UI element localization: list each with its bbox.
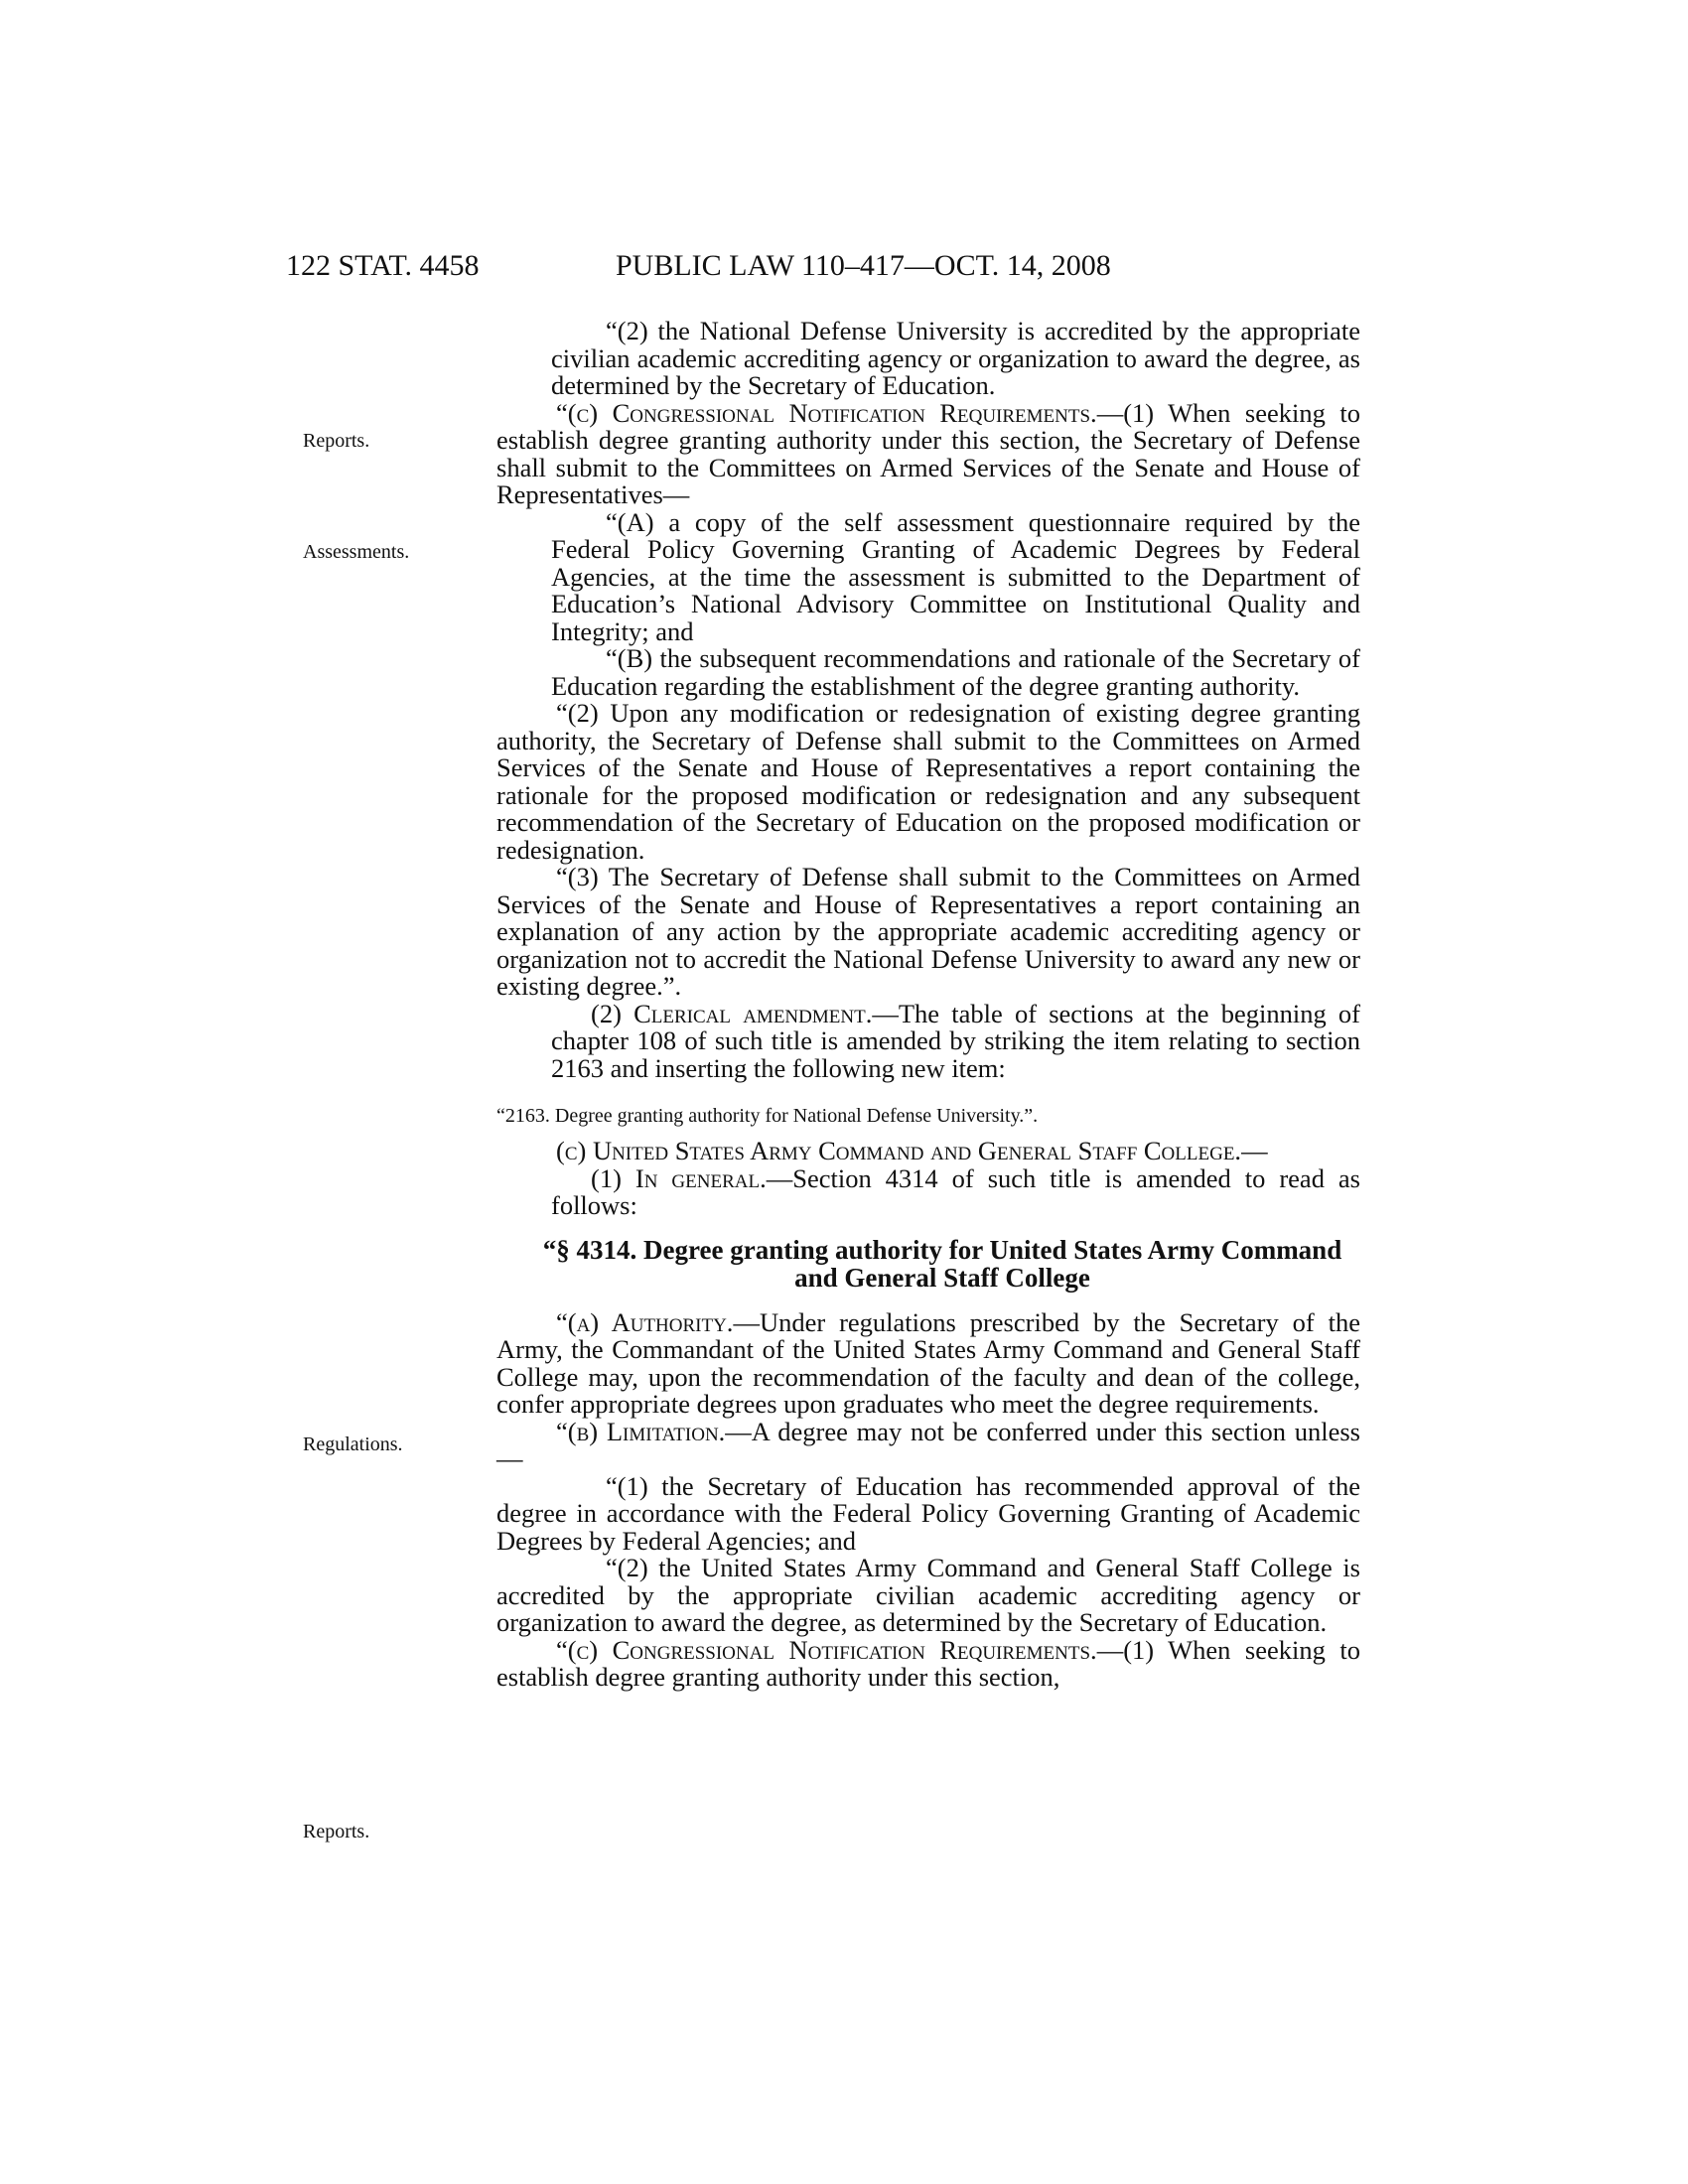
paragraph-in-general — [496, 1162, 1360, 1220]
section-heading: “§ 4314. Degree granting authority for United States Army Command and General Staff College — [542, 1234, 1342, 1293]
paragraph-army-college-accreditation: “(2) the United States Army Command and General Staff College is accredited by the appropriate civilian academic accrediting agency or organization to award the degree, as determined by the Secretary of Education. — [496, 1553, 1360, 1637]
paragraph-self-assessment: “(A) a copy of the self assessment questionnaire required by the Federal Policy Governing Granting of Academic Degrees by Federal Agencies, at the time the assessment is submitted to the Department of Education’s National Advisory Committee on Institutional Quality and Integrity; and — [551, 506, 1360, 646]
document-body — [496, 318, 1360, 1692]
margin-note-regulations: Regulations. — [303, 1433, 403, 1455]
paragraph-nd-university-accreditation: “(2) the National Defense University is accredited by the appropriate civilian academic accrediting agency or organization to award the degree, as determined by the Secretary of Education. — [551, 316, 1360, 400]
subsection-heading: “(a) Authority. — [556, 1306, 734, 1337]
paragraph-text: —(1) When seeking to establish degree granting authority under this section, the Secretary of Defense shall submit to the Committees on Armed Services of the Senate and House of Representatives— — [496, 397, 1360, 509]
paragraph-accreditation-action-report: “(3) The Secretary of Defense shall submit to the Committees on Armed Services of the Senate and House of Representatives a report containing an explanation of any action by the appropriate academic accrediting agency or organization not to accredit the National Defense University to award any new or existing degree.”. — [496, 862, 1360, 1001]
paragraph-text: —The table of sections at the beginning of chapter 108 of such title is amended by striking the item relating to section 2163 and inserting the following new item: — [551, 998, 1360, 1083]
paragraph-text: —Under regulations prescribed by the Secretary of the Army, the Commandant of the United States Army Command and General Staff College may, upon the recommendation of the faculty and dean of the college, confer appropriate degrees upon graduates who meet the degree requirements. — [496, 1306, 1360, 1419]
paragraph-clerical-amendment — [496, 998, 1360, 1083]
paragraph-army-command-college — [496, 1138, 1360, 1165]
subsection-heading: (c) United States Army Command and General Staff College. — [556, 1136, 1242, 1165]
paragraph-modification-report: “(2) Upon any modification or redesignation of existing degree granting authority, the Secretary of Defense shall submit to the Committees on Armed Services of the Senate and House of Representatives a report containing the rationale for the proposed modification or redesignation and any subsequent recommendation of the Secretary of Education on the proposed modification or redesignation. — [496, 698, 1360, 865]
paragraph-limitation — [496, 1416, 1360, 1473]
margin-note-assessments: Assessments. — [303, 541, 410, 563]
paragraph-congressional-notification-2 — [496, 1634, 1360, 1692]
paragraph-text: —Section 4314 of such title is amended to read as follows: — [551, 1162, 1360, 1220]
margin-note-reports: Reports. — [303, 430, 370, 452]
clerical-amendment-heading: (2) Clerical amendment. — [591, 998, 873, 1028]
table-of-sections-item: “2163. Degree granting authority for National Defense University.”. — [496, 1105, 1039, 1127]
paragraph-recommendations: “(B) the subsequent recommendations and rationale of the Secretary of Education regarding the establishment of the degree granting authority. — [551, 643, 1360, 701]
running-header-title: PUBLIC LAW 110–417—OCT. 14, 2008 — [616, 249, 1111, 282]
paragraph-text: —(1) When seeking to establish degree granting authority under this section, — [496, 1634, 1360, 1692]
margin-note-reports-2: Reports. — [303, 1821, 370, 1843]
in-general-heading: (1) In general. — [591, 1162, 767, 1193]
subsection-heading: “(b) Limitation. — [556, 1416, 726, 1446]
subsection-heading: “(c) Congressional Notification Requirements. — [556, 1634, 1097, 1665]
paragraph-authority — [496, 1306, 1360, 1419]
paragraph-text: —A degree may not be conferred under this section unless— — [496, 1416, 1360, 1473]
stat-page-number: 122 STAT. 4458 — [286, 249, 480, 282]
paragraph-congressional-notification — [496, 397, 1360, 509]
subsection-heading: “(c) Congressional Notification Requirements. — [556, 397, 1097, 428]
paragraph-text: — — [1241, 1136, 1268, 1165]
paragraph-secretary-approval: “(1) the Secretary of Education has recommended approval of the degree in accordance with the Federal Policy Governing Granting of Academic Degrees by Federal Agencies; and — [496, 1470, 1360, 1556]
